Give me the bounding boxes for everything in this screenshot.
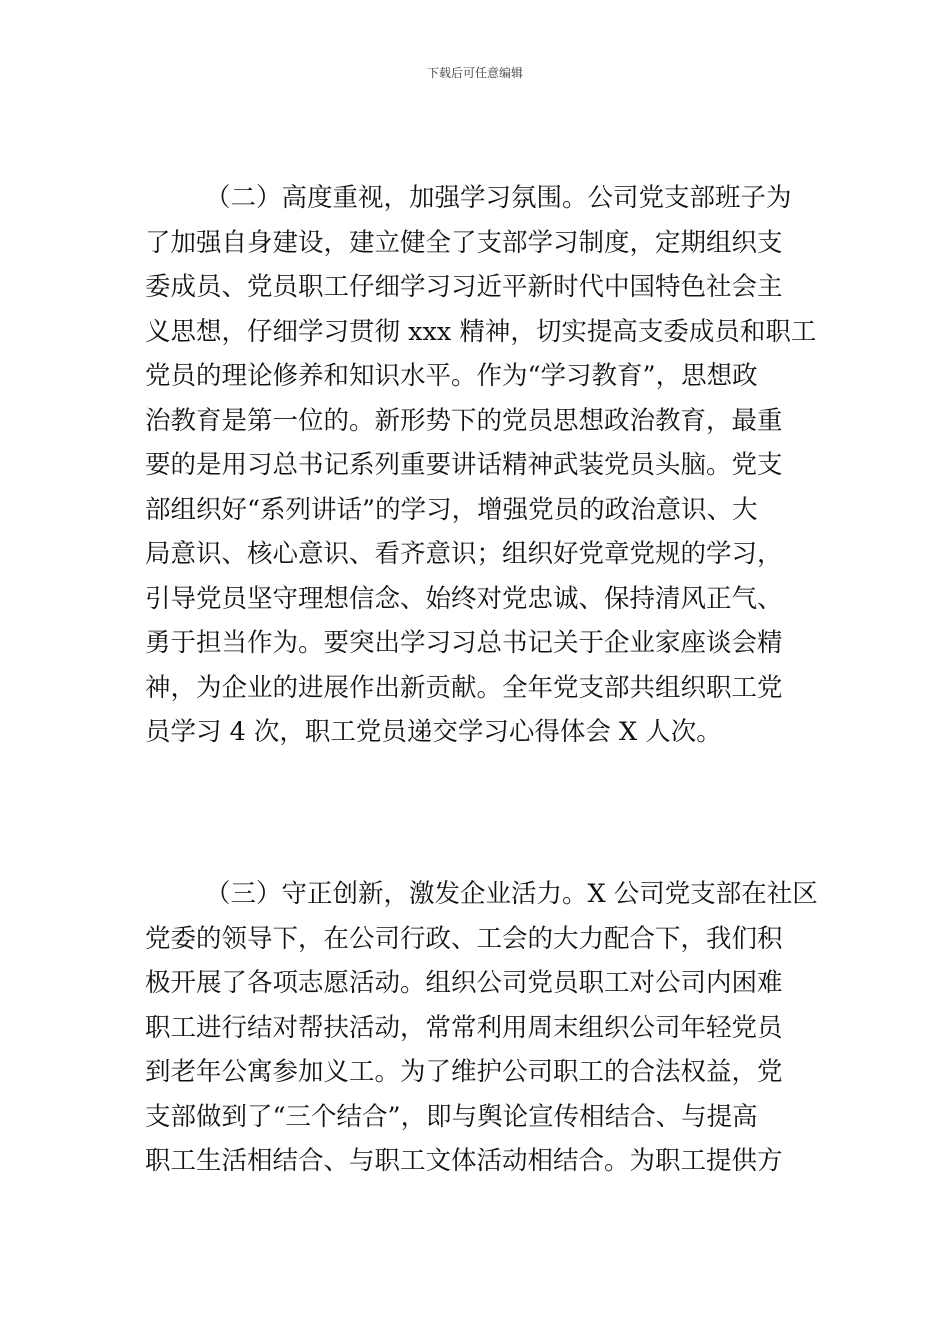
text-line: （二）高度重视，加强学习氛围。公司党支部班子为 xyxy=(205,183,792,213)
text-line: 员学习 4 次，职工党员递交学习心得体会 X 人次。 xyxy=(145,717,722,747)
paragraph-section-2 xyxy=(145,176,817,755)
text-line: 要的是用习总书记系列重要讲话精神武装党员头脑。党支 xyxy=(145,450,783,480)
page-header: 下载后可任意编辑 xyxy=(426,66,523,80)
text-line: 义思想，仔细学习贯彻 xxx 精神，切实提高支委成员和职工 xyxy=(145,316,817,347)
paragraph-section-3 xyxy=(145,872,818,1184)
text-line: （三）守正创新，激发企业活力。X 公司党支部在社区 xyxy=(205,879,818,909)
text-line: 勇于担当作为。要突出学习习总书记关于企业家座谈会精 xyxy=(145,628,783,658)
text-line: 神，为企业的进展作出新贡献。全年党支部共组织职工党 xyxy=(145,672,783,703)
text-line: 局意识、核心意识、看齐意识；组织好党章党规的学习， xyxy=(145,539,783,569)
text-line: 极开展了各项志愿活动。组织公司党员职工对公司内困难 xyxy=(145,968,783,998)
text-line: 党委的领导下，在公司行政、工会的大力配合下，我们积 xyxy=(145,923,783,954)
text-line: 引导党员坚守理想信念、始终对党忠诚、保持清风正气、 xyxy=(145,583,783,614)
text-line: 职工进行结对帮扶活动，常常利用周末组织公司年轻党员 xyxy=(145,1012,783,1043)
text-line: 了加强自身建设，建立健全了支部学习制度，定期组织支 xyxy=(145,227,783,258)
text-line: 部组织好“系列讲话”的学习，增强党员的政治意识、大 xyxy=(145,494,758,525)
text-line: 职工生活相结合、与职工文体活动相结合。为职工提供方 xyxy=(145,1146,783,1176)
text-line: 到老年公寓参加义工。为了维护公司职工的合法权益，党 xyxy=(145,1057,783,1087)
text-line: 支部做到了“三个结合”，即与舆论宣传相结合、与提高 xyxy=(145,1101,758,1132)
text-line: 党员的理论修养和知识水平。作为“学习教育”，思想政 xyxy=(145,361,758,391)
text-line: 治教育是第一位的。新形势下的党员思想政治教育，最重 xyxy=(145,405,783,436)
text-line: 委成员、党员职工仔细学习习近平新时代中国特色社会主 xyxy=(145,272,783,302)
